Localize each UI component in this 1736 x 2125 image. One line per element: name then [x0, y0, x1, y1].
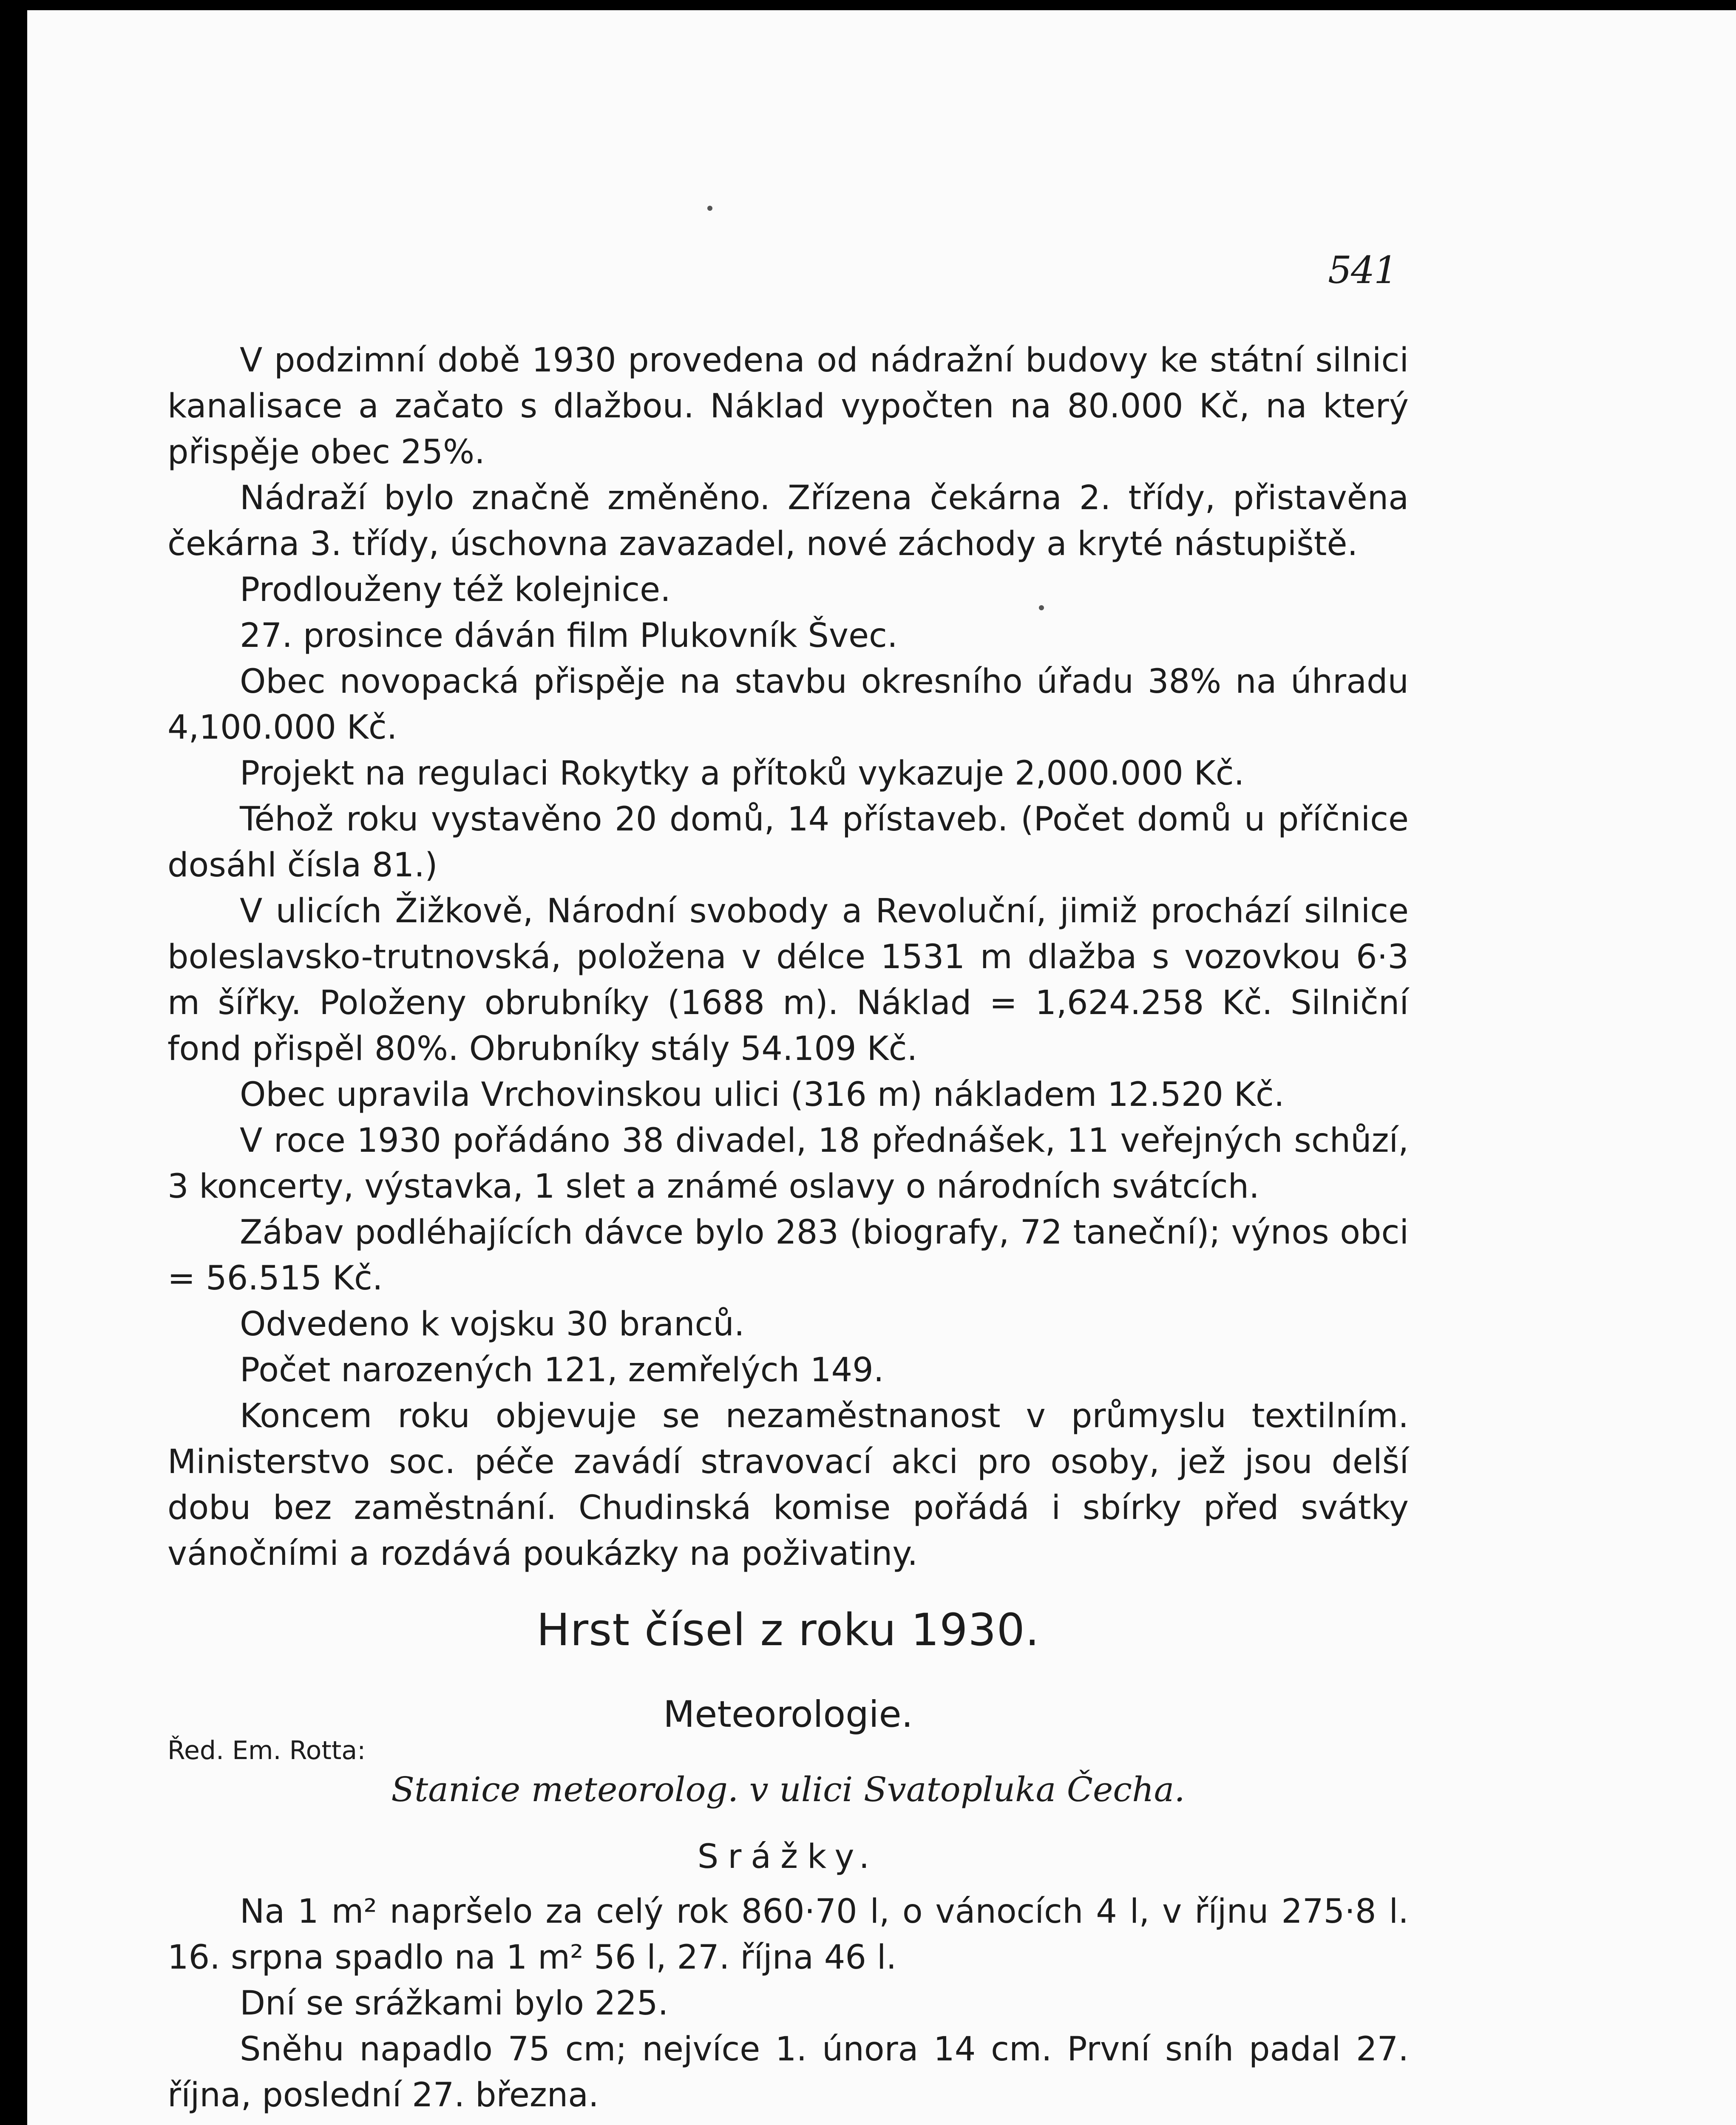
station-title: Stanice meteorolog. v ulici Svatopluka Čecha. [391, 1770, 1185, 1809]
paragraph: Odvedeno k vojsku 30 branců. [240, 1305, 745, 1343]
paragraph: V roce 1930 pořádáno 38 divadel, 18 přednášek, 11 veřejných schůzí, 3 koncerty, výstavka, 1 slet a známé oslavy o národních svátcích. [167, 1122, 1409, 1206]
paragraph: Počet narozených 121, zemřelých 149. [240, 1351, 884, 1389]
paragraph: Nádraží bylo značně změněno. Zřízena čekárna 2. třídy, přistavěna čekárna 3. třídy, úschovna zavazadel, nové záchody a kryté nástupiště. [167, 479, 1409, 563]
paragraph: Obec upravila Vrchovinskou ulici (316 m) nákladem 12.520 Kč. [240, 1076, 1285, 1114]
paragraph: 27. prosince dáván film Plukovník Švec. [240, 617, 898, 655]
paragraph: Dní se srážkami bylo 225. [240, 1984, 669, 2023]
precipitation-text [167, 1889, 1409, 2118]
paragraph: Na 1 m² napršelo za celý rok 860·70 l, o vánocích 4 l, v říjnu 275·8 l. 16. srpna spadlo na 1 m² 56 l, 27. října 46 l. [167, 1893, 1409, 1977]
speck-mark [1039, 605, 1044, 610]
page-number: 541 [1328, 248, 1397, 292]
paragraph: Zábav podléhajících dávce bylo 283 (biografy, 72 taneční); výnos obci = 56.515 Kč. [167, 1213, 1409, 1298]
document-page [27, 10, 1736, 2125]
paragraph: V podzimní době 1930 provedena od nádražní budovy ke státní silnici kanalisace a začato s dlažbou. Náklad vypočten na 80.000 Kč, na který přispěje obec 25%. [167, 341, 1409, 471]
paragraph: Obec novopacká přispěje na stavbu okresního úřadu 38% na úhradu 4,100.000 Kč. [167, 663, 1409, 747]
paragraph: Projekt na regulaci Rokytky a přítoků vykazuje 2,000.000 Kč. [240, 754, 1245, 793]
paragraph: Sněhu napadlo 75 cm; nejvíce 1. února 14 cm. První sníh padal 27. října, poslední 27. března. [167, 2030, 1409, 2114]
section-title: Srážky. [697, 1838, 879, 1876]
author-credit: Řed. Em. Rotta: [167, 1736, 366, 1765]
speck-mark [707, 206, 712, 211]
section-heading: Hrst čísel z roku 1930. [536, 1604, 1040, 1656]
paragraph: Koncem roku objevuje se nezaměstnanost v průmyslu textilním. Ministerstvo soc. péče zavádí stravovací akci pro osoby, jež jsou delší dobu bez zaměstnání. Chudinská komise pořádá i sbírky před svátky vánočními a rozdává poukázky na poživatiny. [167, 1397, 1409, 1573]
paragraph: Téhož roku vystavěno 20 domů, 14 přístaveb. (Počet domů u příčnice dosáhl čísla 81.) [167, 800, 1409, 884]
main-text [167, 337, 1409, 1577]
paragraph: V ulicích Žižkově, Národní svobody a Revoluční, jimiž prochází silnice boleslavsko-trutnovská, položena v délce 1531 m dlažba s vozovkou 6·3 m šířky. Položeny obrubníky (1688 m). Náklad = 1,624.258 Kč. Silniční fond přispěl 80%. Obrubníky stály 54.109 Kč. [167, 892, 1409, 1068]
subsection-heading: Meteorologie. [663, 1693, 913, 1736]
paragraph: Prodlouženy též kolejnice. [240, 571, 671, 609]
